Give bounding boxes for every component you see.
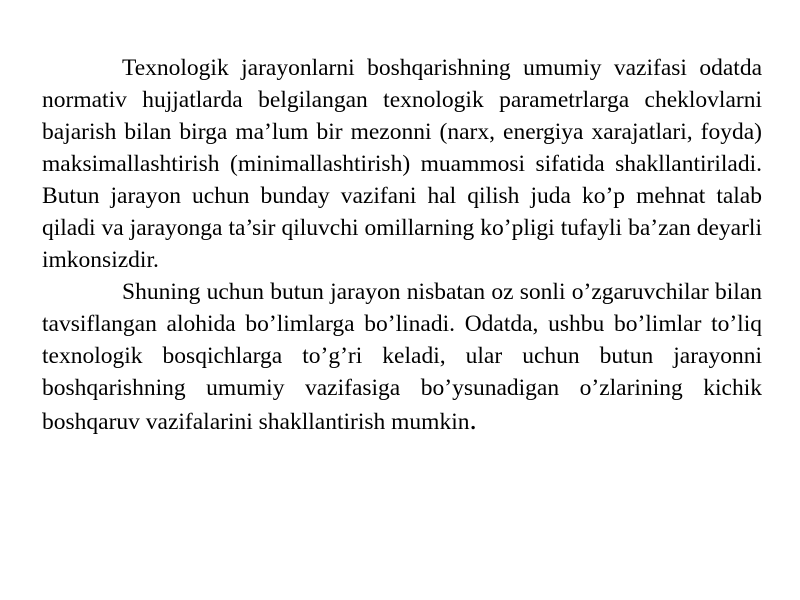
paragraph-1: Texnologik jarayonlarni boshqarishning umumiy vazifasi odatda normativ hujjatlarda belgilangan texnologik parametrlarga cheklovlarni bajarish bilan birga ma’lum bir mezonni (narx, energiya xarajatlari, foyda) maksimallashtirish (minimallashtirish) muammosi sifatida shakllantiriladi. Butun jarayon uchun bunday vazifani hal qilish juda ko’p mehnat talab qiladi va jarayonga ta’sir qiluvchi omillarning ko’pligi tufayli ba’zan deyarli imkonsizdir. <box>42 55 762 273</box>
paragraph-2 <box>42 276 762 438</box>
paragraph-2-text: Shuning uchun butun jarayon nisbatan oz sonli o’zgaruvchilar bilan tavsiflangan alohida bo’limlarga bo’linadi. Odatda, ushbu bo’limlar to’liq texnologik bosqichlarga to’g’ri keladi, ular uchun butun jarayonni boshqarishning umumiy vazifasiga bo’ysunadigan o’zlarining kichik boshqaruv vazifalarini shakllantirish mumkin <box>42 279 762 435</box>
final-period: . <box>469 404 477 436</box>
